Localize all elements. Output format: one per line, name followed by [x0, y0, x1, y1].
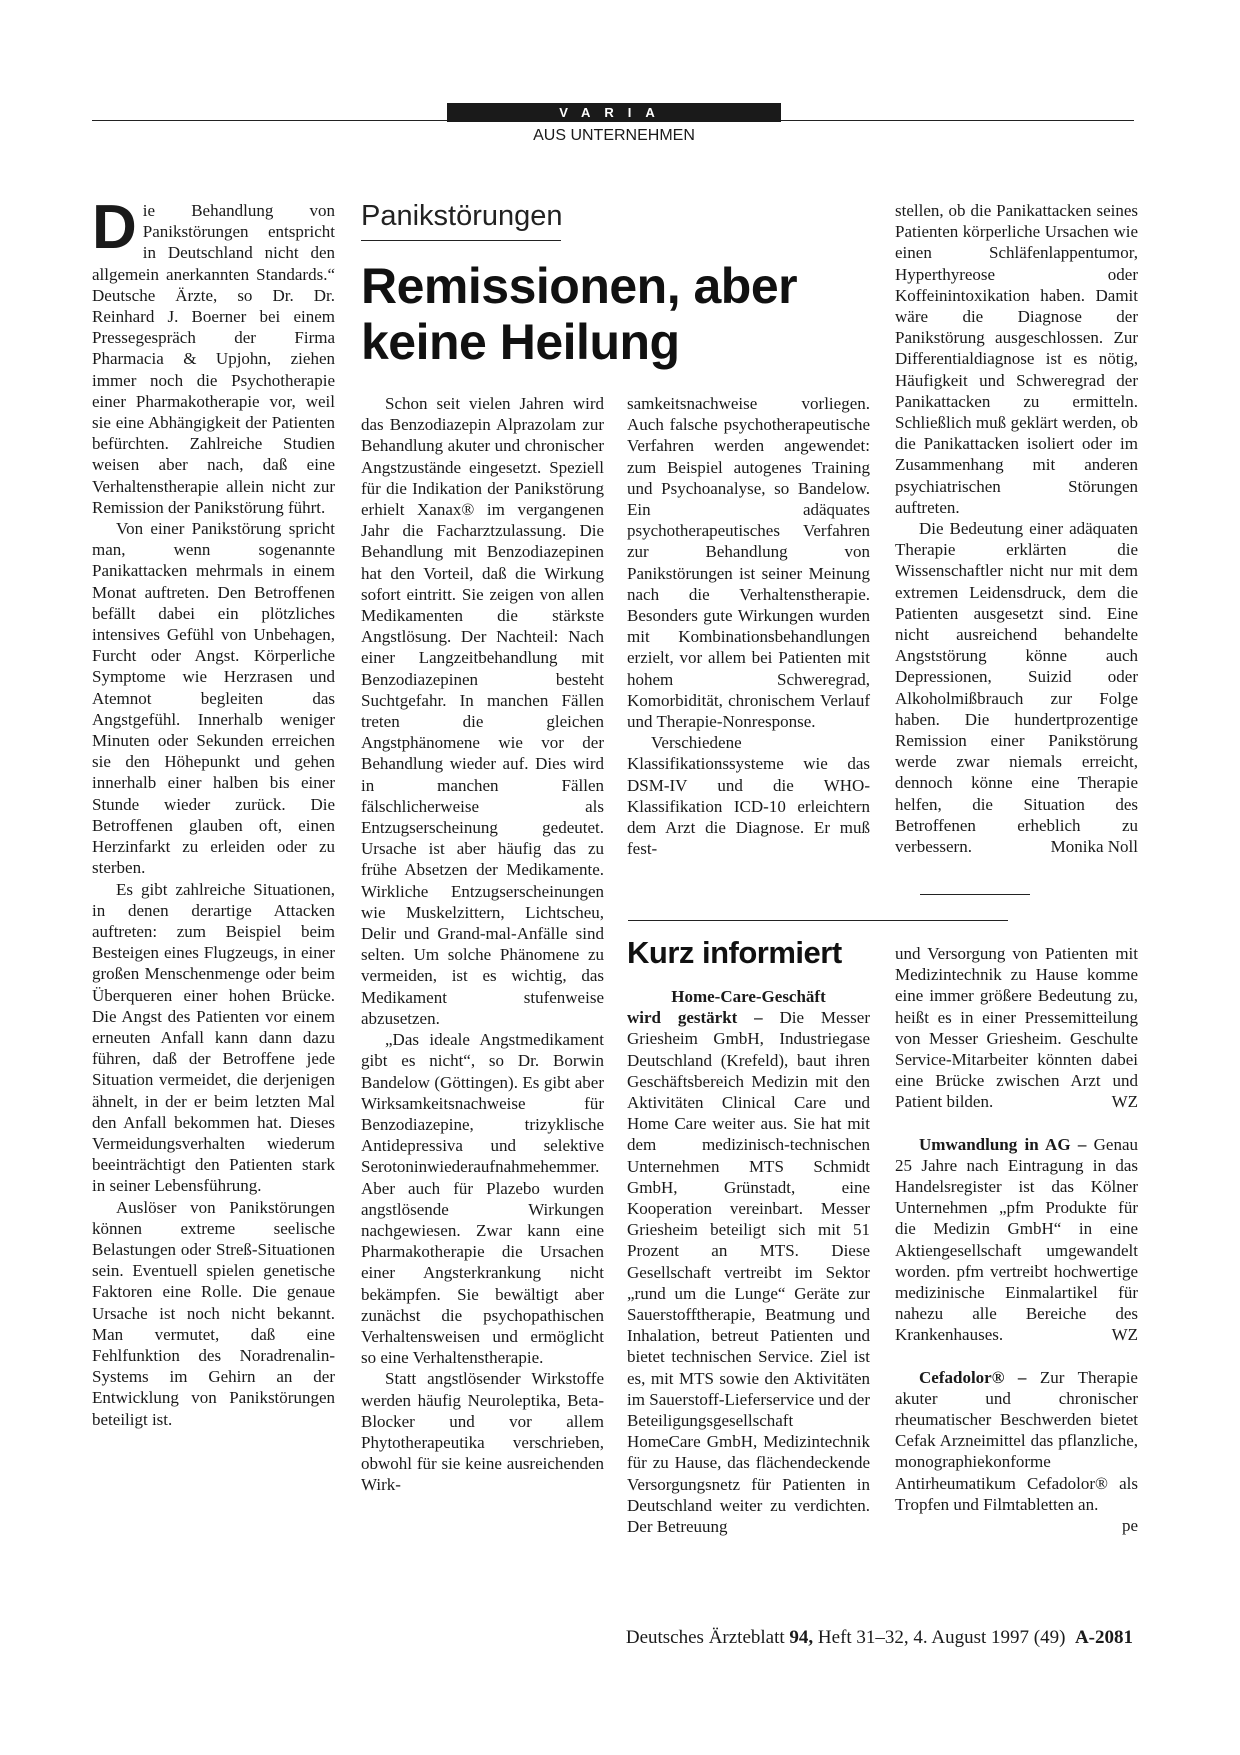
article-paragraph: Von einer Panikstörung spricht man, wenn sogenannte Panikattacken mehrmals in einem Monat auftreten. Den Betroffenen befällt dabei ein plötzliches intensives Gefühl von Unbehagen, Furcht oder Angst. Körperliche Symptome wie Herzrasen und Atemnot begleiten das Angstgefühl. Innerhalb weniger Minuten oder Sekunden erreichen sie den Höhepunkt und gehen innerhalb einer halben bis einer Stunde wieder zurück. Die Betroffenen glauben oft, einen Herzinfarkt zu erleiden oder zu sterben.	[92, 519, 335, 878]
drop-cap: D	[92, 193, 137, 262]
article-paragraph: Die Behandlung von Panikstörungen entspricht in Deutschland nicht den allgemein anerkannten Standards.“ Deutsche Ärzte, so Dr. Dr. Reinhard J. Boerner bei einem Pressegespräch der Firma Pharmacia & Upjohn, ziehen immer noch die Psychotherapie einer Pharmakotherapie vor, weil sie eine Abhängigkeit der Patienten befürchten. Zahlreiche Studien weisen aber nach, daß eine Verhaltenstherapie allein nicht zur Remission der Panikstörung führt.	[92, 193, 335, 517]
article-paragraph: Statt angstlösender Wirkstoffe werden häufig Neuroleptika, Beta-Blocker und vor allem Phytotherapeutika verschrieben, obwohl für sie keine ausreichenden Wirk-	[361, 1369, 604, 1495]
article-paragraph: Es gibt zahlreiche Situationen, in denen derartige Attacken auftreten: zum Beispiel beim Besteigen eines Flugzeugs, in einer großen Menschenmenge oder beim Überqueren einer hohen Brücke. Die Angst des Patienten vor einem erneuten Anfall kann dann dazu führen, daß der Betroffene jede Situation vermeidet, die derjenigen ähnelt, in der er beim letzten Mal den Anfall bekommen hat. Dieses Vermeidungsverhalten wiederum beeinträchtigt den Patienten stark in seiner Lebensführung.	[92, 879, 335, 1196]
page-number: A-2081	[1074, 1627, 1133, 1648]
news-paragraph: und Versorgung von Patienten mit Medizintechnik zu Hause komme eine immer größere Bedeutung zu, heißt es in einer Pressemitteilung von Messer Griesheim. Geschulte Service-Mitarbeiter könnten dabei eine Brücke zwischen Arzt und Patient bilden. WZ	[895, 944, 1138, 1112]
article-paragraph: „Das ideale Angstmedikament gibt es nicht“, so Dr. Borwin Bandelow (Göttingen). Es gibt aber Wirksamkeitsnachweise für Benzodiazepine, trizyklische Antidepressiva und selektive Serotoninwiederaufnahmehemmer. Aber auch für Plazebo wurden angstlösende Wirkungen nachgewiesen. Zwar kann eine Pharmakotherapie die Ursachen einer Angsterkrankung nicht bekämpfen. Sie bewältigt aber zunächst die psychopathischen Verhaltensweisen und ermöglicht so eine Verhaltenstherapie.	[361, 1030, 604, 1368]
subsection-label: AUS UNTERNEHMEN	[533, 127, 695, 144]
journal-name: Deutsches Ärzteblatt	[625, 1627, 785, 1648]
news-column-2	[895, 943, 1138, 1536]
news-signature: pe	[1121, 1516, 1138, 1536]
news-paragraph: Cefadolor® – Zur Therapie akuter und chronischer rheumatischer Beschwerden bietet Cefak Arzneimittel das pflanzliche, monographiekonforme Antirheumatikum Cefadolor® als Tropfen und Filmtabletten an. pe	[895, 1367, 1138, 1536]
article-end-rule	[920, 894, 1030, 895]
article-column-4	[895, 200, 1138, 857]
page-footer	[626, 1627, 1133, 1649]
news-signature: WZ	[1111, 1092, 1138, 1112]
article-column-2	[361, 393, 604, 1496]
article-paragraph: Schon seit vielen Jahren wird das Benzodiazepin Alprazolam zur Behandlung akuter und chronischer Angstzustände eingesetzt. Speziell für die Indikation der Panikstörung erhielt Xanax® im vergangenen Jahr die Facharztzulassung. Die Behandlung mit Benzodiazepinen hat den Vorteil, daß die Wirkung sofort eintritt. Sie zeigen von allen Medikamenten die stärkste Angstlösung. Der Nachteil: Nach einer Langzeitbehandlung mit Benzodiazepinen besteht Suchtgefahr. In manchen Fällen treten die gleichen Angstphänomene wie vor der Behandlung wieder auf. Dies wird in manchen Fällen fälschlicherweise als Entzugserscheinung gedeutet. Ursache ist aber häufig das zu frühe Absetzen der Medikamente. Wirkliche Entzugserscheinungen wie Muskelzittern, Lichtscheu, Delir und Grand-mal-Anfälle sind selten. Um solche Phänomene zu vermeiden, ist es wichtig, das Medikament stufenweise abzusetzen.	[361, 394, 604, 1028]
section-label: VARIA	[447, 103, 781, 122]
kicker-underline	[361, 240, 561, 241]
news-paragraph: Umwandlung in AG – Genau 25 Jahre nach Eintragung in das Handelsregister ist das Kölner Unternehmen „pfm Produkte für die Medizin GmbH“ in eine Aktiengesellschaft umgewandelt worden. pfm vertreibt hochwertige medizinische Einmalartikel für nahezu alle Bereiche des Krankenhauses. WZ	[895, 1134, 1138, 1345]
article-paragraph: samkeitsnachweise vorliegen. Auch falsche psychotherapeutische Verfahren werden angewendet: zum Beispiel autogenes Training und Psychoanalyse, so Bandelow. Ein adäquates psychotherapeutisches Verfahren zur Behandlung von Panikstörungen ist seiner Meinung nach die Verhaltenstherapie. Besonders gute Wirkungen wurden mit Kombinationsbehandlungen erzielt, vor allem bei Patienten mit hohem Schweregrad, Komorbidität, chronischem Verlauf und Therapie-Nonresponse.	[627, 394, 870, 732]
news-paragraph: wird gestärkt – Die Messer Griesheim GmbH, Industriegase Deutschland (Krefeld), baut ihren Geschäftsbereich Medizin mit den Aktivitäten Clinical Care und Home Care weiter aus. Sie hat mit dem medizinisch-technischen Unternehmen MTS Schmidt GmbH, Grünstadt, eine Kooperation vereinbart. Messer Griesheim beteiligt sich mit 51 Prozent an MTS. Diese Gesellschaft vertreibt im Sektor „rund um die Lunge“ Geräte zur Sauerstofftherapie, Beatmung und Inhalation, betreut Patienten und bietet technischen Service. Ziel ist es, mit MTS sowie den Aktivitäten im Sauerstoff-Lieferservice und der Beteiligungsgesellschaft HomeCare GmbH, Medizintechnik für zu Hause, das flächendeckende Versorgungsnetz für Patienten in Deutschland weiter zu verdichten. Der Betreuung	[627, 1008, 870, 1537]
article-kicker: Panikstörungen	[361, 200, 563, 232]
journal-volume: 94,	[789, 1627, 814, 1648]
author-signature: Monika Noll	[1050, 837, 1138, 857]
box-separator	[628, 920, 1008, 921]
news-subhead: Home-Care-Geschäft	[671, 987, 826, 1006]
article-column-3	[627, 393, 870, 859]
article-paragraph: stellen, ob die Panikattacken seines Patienten körperliche Ursachen wie einen Schläfenlappentumor, Hyperthyreose oder Koffeinintoxikation haben. Damit wäre die Diagnose der Panikstörung ausgeschlossen. Zur Differentialdiagnose ist es nötig, Häufigkeit und Schweregrad der Panikattacken zu ermitteln. Schließlich muß geklärt werden, ob die Panikattacken isoliert oder im Zusammenhang mit anderen psychiatrischen Störungen auftreten.	[895, 201, 1138, 517]
article-headline: Remissionen, aber keine Heilung	[361, 258, 798, 370]
article-paragraph: Die Bedeutung einer adäquaten Therapie erklärten die Wissenschaftler nicht nur mit dem extremen Leidensdruck, dem die Patienten ausgesetzt sind. Eine nicht ausreichend behandelte Angststörung könne auch Depressionen, Suizid oder Alkoholmißbrauch zur Folge haben. Die hundertprozentige Remission einer Panikstörung werde zwar niemals erreicht, dennoch könne eine Therapie helfen, die Situation des Betroffenen erheblich zu verbessern. Monika Noll	[895, 519, 1138, 857]
news-box-title: Kurz informiert	[627, 935, 842, 970]
journal-issue: Heft 31–32, 4. August 1997 (49)	[817, 1627, 1066, 1648]
article-column-1	[92, 193, 335, 1430]
news-column-1	[627, 986, 870, 1537]
article-paragraph: Verschiedene Klassifikationssysteme wie das DSM-IV und die WHO-Klassifikation ICD-10 erleichtern dem Arzt die Diagnose. Er muß fest-	[627, 733, 870, 859]
article-paragraph: Auslöser von Panikstörungen können extreme seelische Belastungen oder Streß-Situationen sein. Eventuell spielen genetische Faktoren eine Rolle. Die genaue Ursache ist noch nicht bekannt. Man vermutet, daß eine Fehlfunktion des Noradrenalin-Systems im Gehirn an der Entwicklung von Panikstörungen beteiligt ist.	[92, 1197, 335, 1429]
news-signature: WZ	[1111, 1325, 1138, 1345]
